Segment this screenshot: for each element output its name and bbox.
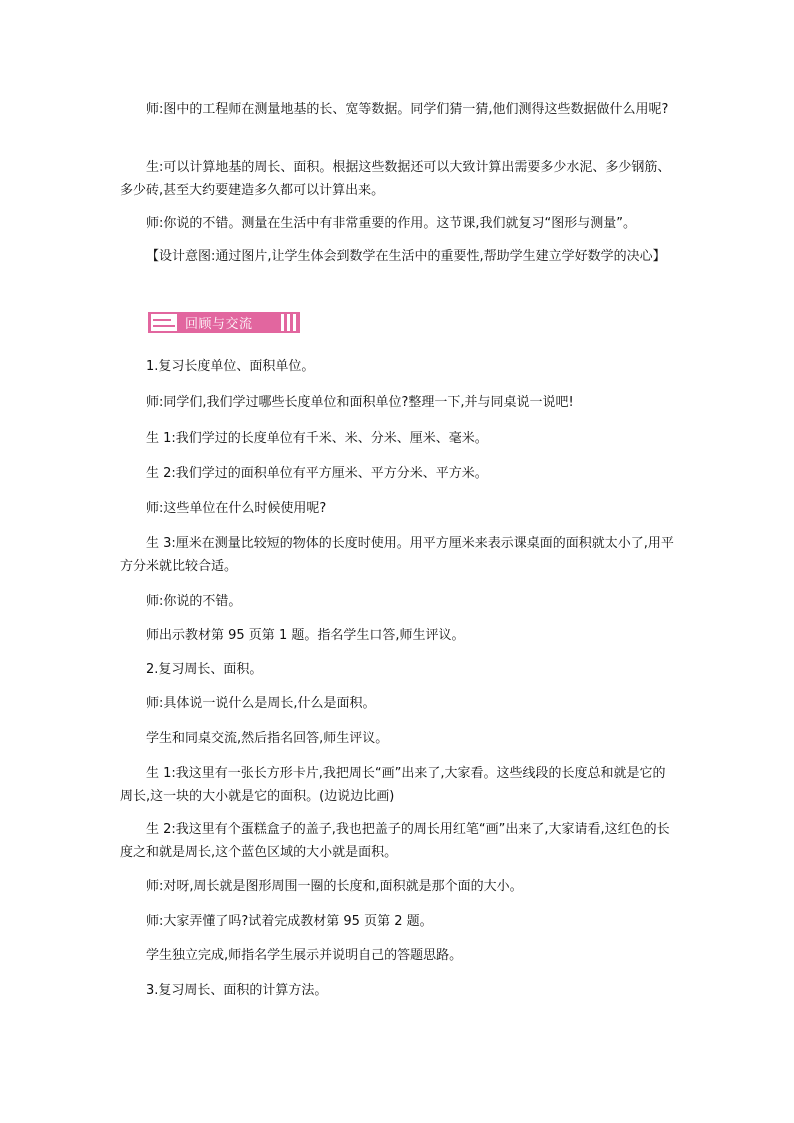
paragraph: 生 2:我这里有个蛋糕盒子的盖子,我也把盖子的周长用红笔“画”出来了,大家请看,这红色的长度之和就是周长,这个蓝色区域的大小就是面积。 [120,822,670,860]
subheading-units: 1.复习长度单位、面积单位。 [146,359,315,374]
paragraph: 师:同学们,我们学过哪些长度单位和面积单位?整理一下,并与同桌说一说吧! [146,395,574,410]
banner-stripes-decoration [278,314,296,331]
paragraph: 生 1:我这里有一张长方形卡片,我把周长“画”出来了,大家看。这些线段的长度总和就是它的周长,这一块的大小就是它的面积。(边说边比画) [120,766,666,804]
subheading-perimeter-area: 2.复习周长、面积。 [146,662,263,677]
paragraph: 师:这些单位在什么时候使用呢? [146,501,327,516]
paragraph: 师:具体说一说什么是周长,什么是面积。 [146,696,376,711]
paragraph: 师:对呀,周长就是图形周围一圈的长度和,面积就是那个面的大小。 [146,879,523,894]
paragraph: 师出示教材第 95 页第 1 题。指名学生口答,师生评议。 [146,628,465,643]
paragraph: 学生独立完成,师指名学生展示并说明自己的答题思路。 [146,948,463,963]
paragraph-teacher-intro: 师:你说的不错。测量在生活中有非常重要的作用。这节课,我们就复习“图形与测量”。 [146,216,636,231]
section-number-icon [151,314,177,331]
paragraph-student-answer: 生:可以计算地基的周长、面积。根据这些数据还可以大致计算出需要多少水泥、多少钢筋、多少砖,甚至大约要建造多久都可以计算出来。 [120,160,671,198]
paragraph: 生 3:厘米在测量比较短的物体的长度时使用。用平方厘米来表示课桌面的面积就太小了,用平方分米就比较合适。 [120,536,674,574]
paragraph-design-intent: 【设计意图:通过图片,让学生体会到数学在生活中的重要性,帮助学生建立学好数学的决心】 [146,249,666,264]
paragraph: 师:你说的不错。 [146,594,242,609]
paragraph: 学生和同桌交流,然后指名回答,师生评议。 [146,731,389,746]
section-banner [148,312,300,333]
section-title: 回顾与交流 [185,317,253,332]
paragraph: 生 2:我们学过的面积单位有平方厘米、平方分米、平方米。 [146,466,488,481]
paragraph: 生 1:我们学过的长度单位有千米、米、分米、厘米、毫米。 [146,431,488,446]
paragraph-teacher-question: 师:图中的工程师在测量地基的长、宽等数据。同学们猜一猜,他们测得这些数据做什么用呢? [146,102,669,117]
paragraph: 师:大家弄懂了吗?试着完成教材第 95 页第 2 题。 [146,914,433,929]
subheading-calculation: 3.复习周长、面积的计算方法。 [146,983,328,998]
